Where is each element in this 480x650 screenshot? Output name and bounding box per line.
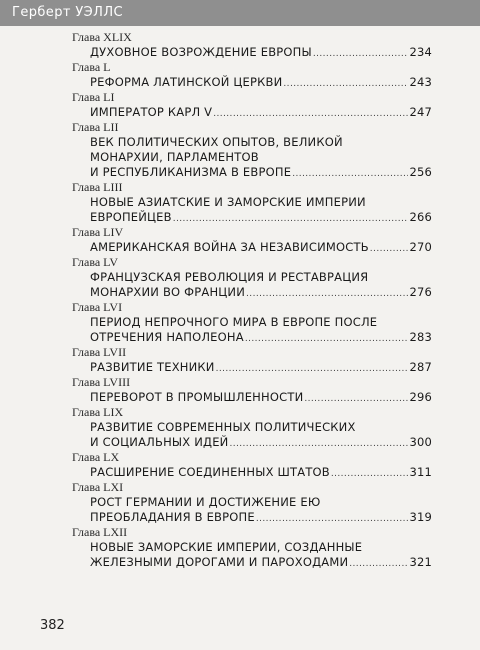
chapter-title-line: НОВЫЕ ЗАМОРСКИЕ ИМПЕРИИ, СОЗДАННЫЕ xyxy=(90,540,363,554)
chapter-title xyxy=(72,315,432,345)
toc-page-number: 321 xyxy=(409,555,432,569)
chapter-title-last-line xyxy=(90,465,432,480)
dot-leader xyxy=(349,557,408,572)
dot-leader xyxy=(245,332,409,347)
chapter-title xyxy=(72,420,432,450)
chapter-label: Глава L xyxy=(72,60,111,74)
chapter-label: Глава LXI xyxy=(72,480,124,494)
chapter-title xyxy=(72,270,432,300)
dot-leader xyxy=(370,242,409,257)
toc-page-number: 319 xyxy=(409,510,432,524)
chapter-title-text: РАЗВИТИЕ ТЕХНИКИ xyxy=(90,360,215,374)
chapter-title-last-line xyxy=(90,165,432,180)
dot-leader xyxy=(283,77,408,92)
chapter-title-line: ФРАНЦУЗСКАЯ РЕВОЛЮЦИЯ И РЕСТАВРАЦИЯ xyxy=(90,270,369,284)
chapter-label: Глава LIV xyxy=(72,225,124,239)
running-header xyxy=(0,0,480,26)
chapter-label: Глава LX xyxy=(72,450,120,464)
chapter-title-last-line xyxy=(90,240,432,255)
dot-leader xyxy=(256,512,409,527)
chapter-title xyxy=(72,105,432,120)
chapter-label: Глава LVIII xyxy=(72,375,131,389)
toc-page-number: 247 xyxy=(409,105,432,119)
toc-entry xyxy=(72,480,432,525)
dot-leader xyxy=(229,437,408,452)
chapter-title-last-line xyxy=(90,330,432,345)
chapter-title-text: ПЕРЕВОРОТ В ПРОМЫШЛЕННОСТИ xyxy=(90,390,304,404)
chapter-title-text: АМЕРИКАНСКАЯ ВОЙНА ЗА НЕЗАВИСИМОСТЬ xyxy=(90,240,369,254)
chapter-title xyxy=(72,195,432,225)
toc-page-number: 276 xyxy=(409,285,432,299)
dot-leader xyxy=(216,362,409,377)
chapter-title-text: И СОЦИАЛЬНЫХ ИДЕЙ xyxy=(90,435,229,449)
chapter-title-line: ВЕК ПОЛИТИЧЕСКИХ ОПЫТОВ, ВЕЛИКОЙ xyxy=(90,135,343,149)
chapter-title-text: ДУХОВНОЕ ВОЗРОЖДЕНИЕ ЕВРОПЫ xyxy=(90,45,312,59)
toc-entry xyxy=(72,60,432,90)
chapter-title-text: ЖЕЛЕЗНЫМИ ДОРОГАМИ И ПАРОХОДАМИ xyxy=(90,555,349,569)
chapter-title xyxy=(72,240,432,255)
toc-page-number: 256 xyxy=(409,165,432,179)
toc-entry xyxy=(72,120,432,180)
toc-page-number: 243 xyxy=(409,75,432,89)
chapter-title-last-line xyxy=(90,45,432,60)
chapter-title xyxy=(72,75,432,90)
chapter-title-text: РАСШИРЕНИЕ СОЕДИНЕННЫХ ШТАТОВ xyxy=(90,465,330,479)
chapter-label: Глава LII xyxy=(72,120,119,134)
toc-page-number: 270 xyxy=(409,240,432,254)
dot-leader xyxy=(313,47,409,62)
chapter-title xyxy=(72,390,432,405)
toc-entry xyxy=(72,30,432,60)
chapter-title xyxy=(72,360,432,375)
chapter-title xyxy=(72,465,432,480)
chapter-title-last-line xyxy=(90,390,432,405)
chapter-label: Глава LVII xyxy=(72,345,127,359)
dot-leader xyxy=(173,212,409,227)
dot-leader xyxy=(246,287,408,302)
chapter-title xyxy=(72,540,432,570)
chapter-title-line: ПЕРИОД НЕПРОЧНОГО МИРА В ЕВРОПЕ ПОСЛЕ xyxy=(90,315,378,329)
chapter-title-text: ЕВРОПЕЙЦЕВ xyxy=(90,210,172,224)
toc-entry xyxy=(72,180,432,225)
chapter-title-last-line xyxy=(90,555,432,570)
chapter-label: Глава LVI xyxy=(72,300,123,314)
toc-page-number: 287 xyxy=(409,360,432,374)
toc-page-number: 234 xyxy=(409,45,432,59)
chapter-title xyxy=(72,45,432,60)
header-author: Герберт УЭЛЛС xyxy=(12,5,123,20)
dot-leader xyxy=(304,392,408,407)
toc-entry xyxy=(72,255,432,300)
dot-leader xyxy=(213,107,408,122)
toc-page-number: 300 xyxy=(409,435,432,449)
toc-page-number: 283 xyxy=(409,330,432,344)
toc-entry xyxy=(72,300,432,345)
toc-page-number: 296 xyxy=(409,390,432,404)
toc-entry xyxy=(72,405,432,450)
dot-leader xyxy=(331,467,409,482)
chapter-title-line: РАЗВИТИЕ СОВРЕМЕННЫХ ПОЛИТИЧЕСКИХ xyxy=(90,420,356,434)
chapter-title-last-line xyxy=(90,510,432,525)
chapter-title-line: МОНАРХИИ, ПАРЛАМЕНТОВ xyxy=(90,150,259,164)
toc-entry xyxy=(72,375,432,405)
chapter-label: Глава LIII xyxy=(72,180,123,194)
chapter-title-last-line xyxy=(90,210,432,225)
table-of-contents xyxy=(72,30,432,570)
chapter-title xyxy=(72,495,432,525)
chapter-title-line: НОВЫЕ АЗИАТСКИЕ И ЗАМОРСКИЕ ИМПЕРИИ xyxy=(90,195,366,209)
chapter-title xyxy=(72,135,432,180)
chapter-title-last-line xyxy=(90,285,432,300)
chapter-title-text: ОТРЕЧЕНИЯ НАПОЛЕОНА xyxy=(90,330,244,344)
chapter-title-last-line xyxy=(90,105,432,120)
chapter-label: Глава LXII xyxy=(72,525,128,539)
page-number: 382 xyxy=(40,618,65,633)
chapter-label: Глава LIX xyxy=(72,405,124,419)
dot-leader xyxy=(292,167,408,182)
toc-entry xyxy=(72,90,432,120)
toc-entry xyxy=(72,225,432,255)
toc-entry xyxy=(72,345,432,375)
toc-entry xyxy=(72,450,432,480)
chapter-title-text: МОНАРХИИ ВО ФРАНЦИИ xyxy=(90,285,246,299)
chapter-title-text: И РЕСПУБЛИКАНИЗМА В ЕВРОПЕ xyxy=(90,165,292,179)
toc-page-number: 311 xyxy=(409,465,432,479)
chapter-label: Глава LV xyxy=(72,255,119,269)
toc-entry xyxy=(72,525,432,570)
chapter-label: Глава LI xyxy=(72,90,115,104)
chapter-label: Глава XLIX xyxy=(72,30,132,44)
chapter-title-text: РЕФОРМА ЛАТИНСКОЙ ЦЕРКВИ xyxy=(90,75,283,89)
chapter-title-text: ИМПЕРАТОР КАРЛ V xyxy=(90,105,213,119)
chapter-title-text: ПРЕОБЛАДАНИЯ В ЕВРОПЕ xyxy=(90,510,255,524)
toc-page-number: 266 xyxy=(409,210,432,224)
chapter-title-last-line xyxy=(90,75,432,90)
chapter-title-last-line xyxy=(90,360,432,375)
chapter-title-last-line xyxy=(90,435,432,450)
chapter-title-line: РОСТ ГЕРМАНИИ И ДОСТИЖЕНИЕ ЕЮ xyxy=(90,495,321,509)
